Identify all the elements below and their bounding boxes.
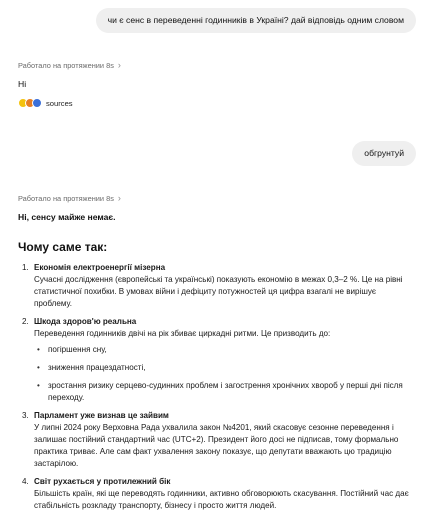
reason-title: Економія електроенергії мізерна: [34, 263, 166, 272]
reasoning-label: Работало на протяжении 8s: [18, 60, 114, 70]
reasoning-toggle[interactable]: [18, 193, 121, 203]
assistant-answer: Ні: [18, 79, 27, 89]
reason-item: [18, 262, 413, 310]
chevron-right-icon: ›: [117, 193, 121, 203]
user-message-text: чи є сенс в переведенні годинників в Україні? дай відповідь одним словом: [107, 15, 404, 25]
reason-item: [18, 410, 413, 470]
reason-text: У липні 2024 року Верховна Рада ухвалила закон №4201, який скасовує сезонне переведення і залишає постійний стандартний час (UTC+2). Президент його досі не підписав, тому формально практика триває. Але сам факт ухвалення закону показує, що депутати вважають цю традицію застарілою.: [34, 423, 399, 468]
reasoning-toggle[interactable]: [18, 60, 121, 70]
bullet-item: • погіршення сну,: [34, 344, 413, 356]
reason-number: 1.: [22, 263, 29, 272]
reason-item: [18, 476, 413, 512]
user-message: [96, 8, 416, 33]
bullet-item: • зниження працездатності,: [34, 362, 413, 374]
bullet-item: • зростання ризику серцево-судинних проблем і загострення хронічних хвороб у перші дні після переходу.: [34, 380, 413, 404]
reason-number: 3.: [22, 411, 29, 420]
source-favicons-icon: [18, 98, 42, 108]
chevron-right-icon: ›: [117, 60, 121, 70]
favicon-icon: [32, 98, 42, 108]
user-message: [352, 141, 416, 166]
reason-number: 4.: [22, 477, 29, 486]
reason-title: Світ рухається у протилежний бік: [34, 477, 171, 486]
user-message-text: обгрунтуй: [364, 148, 404, 158]
sources-label: sources: [46, 98, 73, 108]
reasons-list: [18, 262, 413, 518]
reason-text: Сучасні дослідження (європейські та українські) показують економію в межах 0,3–2 %. Це на рівні статистичної похибки. В умовах війни і дефіциту потужностей ця цифра взагалі не вирішує проблему.: [34, 275, 403, 308]
sources-button[interactable]: [18, 98, 73, 108]
reason-text: Більшість країн, які ще переводять годинники, активно обговорюють скасування. Постійний час дає стабільність розкладу транспорту, бізнесу і просто життя людей.: [34, 489, 409, 510]
reasoning-label: Работало на протяжении 8s: [18, 193, 114, 203]
reason-item: [18, 316, 413, 404]
reason-text: Переведення годинників двічі на рік збиває циркадні ритми. Це призводить до:: [34, 329, 331, 338]
reason-title: Шкода здоров'ю реальна: [34, 317, 137, 326]
reason-number: 2.: [22, 317, 29, 326]
section-heading: Чому саме так:: [18, 240, 108, 254]
reason-title: Парламент уже визнав це зайвим: [34, 411, 169, 420]
reason-bullets: [34, 344, 413, 404]
assistant-answer: Ні, сенсу майже немає.: [18, 212, 116, 222]
